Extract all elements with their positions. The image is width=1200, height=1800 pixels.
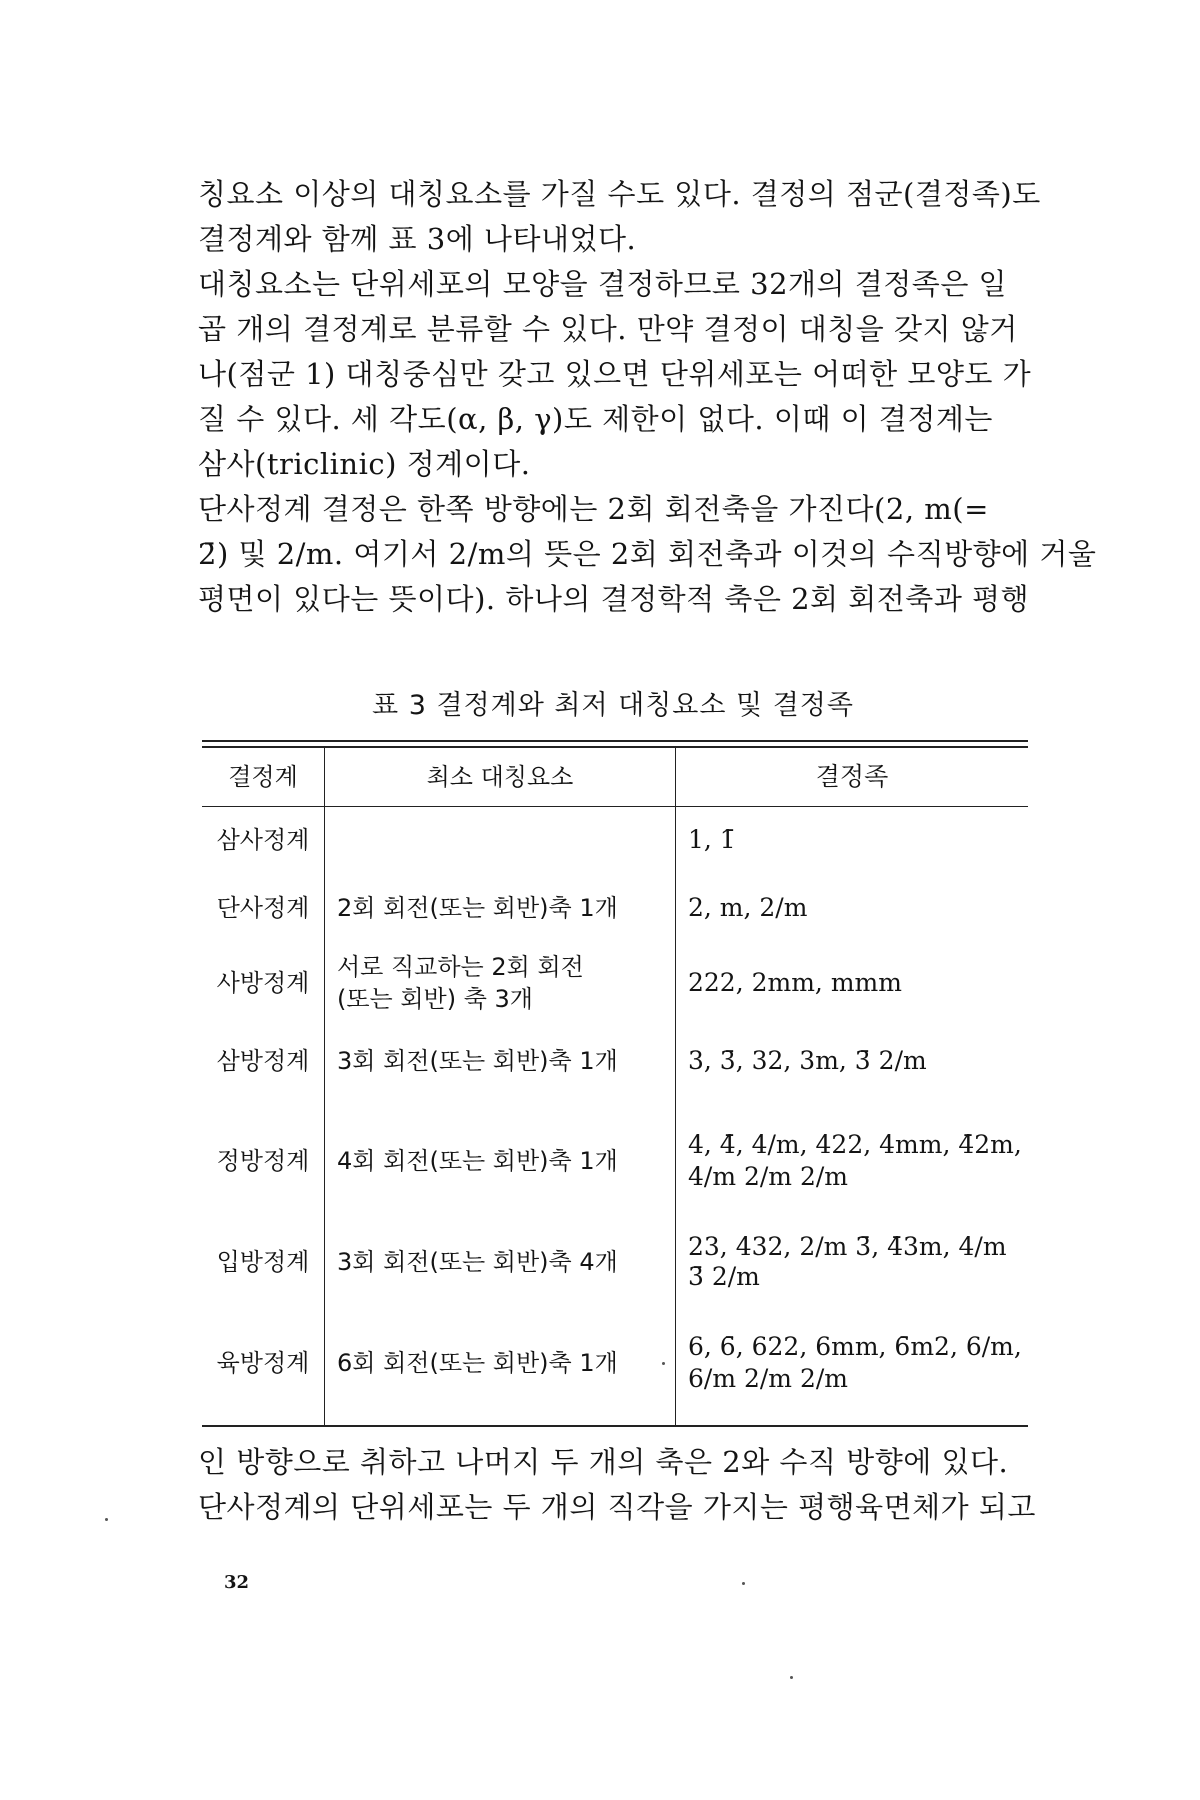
symmetry-cell [324,807,676,873]
symmetry-cell: 6회 회전(또는 회반)축 1개 [324,1301,676,1425]
text-line: 인 방향으로 취하고 나머지 두 개의 축은 2와 수직 방향에 있다. [198,1445,1009,1479]
symmetry-cell: 2회 회전(또는 회반)축 1개 [324,873,676,943]
table-row [202,807,1028,873]
text-line: 칭요소 이상의 대칭요소를 가질 수도 있다. 결정의 점군(결정족)도 [198,177,1041,211]
table-top-rule [202,740,1028,748]
scan-speck [662,1362,665,1365]
table-bottom-rule [202,1425,1028,1427]
table-row [202,1099,1028,1223]
system-cell: 육방정계 [216,1349,310,1377]
symmetry-line: 서로 직교하는 2회 회전 [337,953,584,981]
symmetry-cell: 3회 회전(또는 회반)축 4개 [324,1223,676,1301]
text-line: 대칭요소는 단위세포의 모양을 결정하므로 32개의 결정족은 일 [198,267,1008,301]
classes-cell: 2, m, 2/m [688,893,808,922]
system-cell: 삼방정계 [216,1047,310,1075]
header-classes: 결정족 [815,762,889,791]
classes-line: 4, 4̄, 4/m, 422, 4mm, 4̄2m, [688,1130,1022,1159]
classes-cell: 3, 3̄, 32, 3m, 3̄ 2/m [688,1046,927,1075]
scan-speck [742,1582,745,1585]
text-line: 평면이 있다는 뜻이다). 하나의 결정학적 축은 2회 회전축과 평행 [198,582,1030,616]
symmetry-cell: 3회 회전(또는 회반)축 1개 [324,1023,676,1099]
symmetry-line: (또는 회반) 축 3개 [337,985,533,1013]
text-line: 단사정계의 단위세포는 두 개의 직각을 가지는 평행육면체가 되고 [198,1490,1036,1524]
classes-cell: 1, 1̄ [688,825,736,854]
text-line: 나(점군 1) 대칭중심만 갖고 있으면 단위세포는 어떠한 모양도 가 [198,357,1032,391]
classes-line: 6/m 2/m 2/m [688,1364,848,1393]
header-system: 결정계 [228,763,298,791]
system-cell: 사방정계 [216,969,310,997]
header-symmetry: 최소 대칭요소 [324,748,676,806]
table-row [202,1023,1028,1099]
classes-cell: 222, 2mm, mmm [688,968,902,997]
classes-line: 6, 6̄, 622, 6mm, 6̄m2, 6/m, [688,1332,1022,1361]
text-line: 단사정계 결정은 한쪽 방향에는 2회 회전축을 가진다(2, m(= [198,492,989,526]
paragraph-top [198,172,1097,622]
table-title: 표 3 결정계와 최저 대칭요소 및 결정족 [372,690,854,721]
paragraph-bottom [198,1440,1036,1530]
table-row [202,943,1028,1023]
system-cell: 정방정계 [216,1147,310,1175]
table-row [202,1223,1028,1301]
text-line: 곱 개의 결정계로 분류할 수 있다. 만약 결정이 대칭을 갖지 않거 [198,312,1018,346]
classes-cell [676,1301,1028,1425]
crystal-system-table [202,740,1028,1427]
system-cell: 삼사정계 [216,826,310,854]
table-row [202,873,1028,943]
symmetry-cell [324,943,676,1023]
text-line: 삼사(triclinic) 정계이다. [198,447,531,481]
system-cell: 입방정계 [216,1248,310,1276]
classes-cell: 23, 432, 2/m 3̄, 4̄3m, 4/m 3̄ 2/m [688,1232,1007,1291]
symmetry-cell: 4회 회전(또는 회반)축 1개 [324,1099,676,1223]
text-line: 2̄) 및 2/m. 여기서 2/m의 뜻은 2회 회전축과 이것의 수직방향에 거울 [198,537,1097,571]
classes-cell [676,1099,1028,1223]
scan-speck [105,1518,108,1521]
text-line: 질 수 있다. 세 각도(α, β, γ)도 제한이 없다. 이때 이 결정계는 [198,402,993,436]
table-row [202,1301,1028,1425]
scan-speck [790,1676,793,1679]
table-header-row [202,748,1028,807]
page-number: 32 [224,1572,250,1593]
text-line: 결정계와 함께 표 3에 나타내었다. [198,222,637,256]
classes-line: 4/m 2/m 2/m [688,1162,848,1191]
system-cell: 단사정계 [216,894,310,922]
